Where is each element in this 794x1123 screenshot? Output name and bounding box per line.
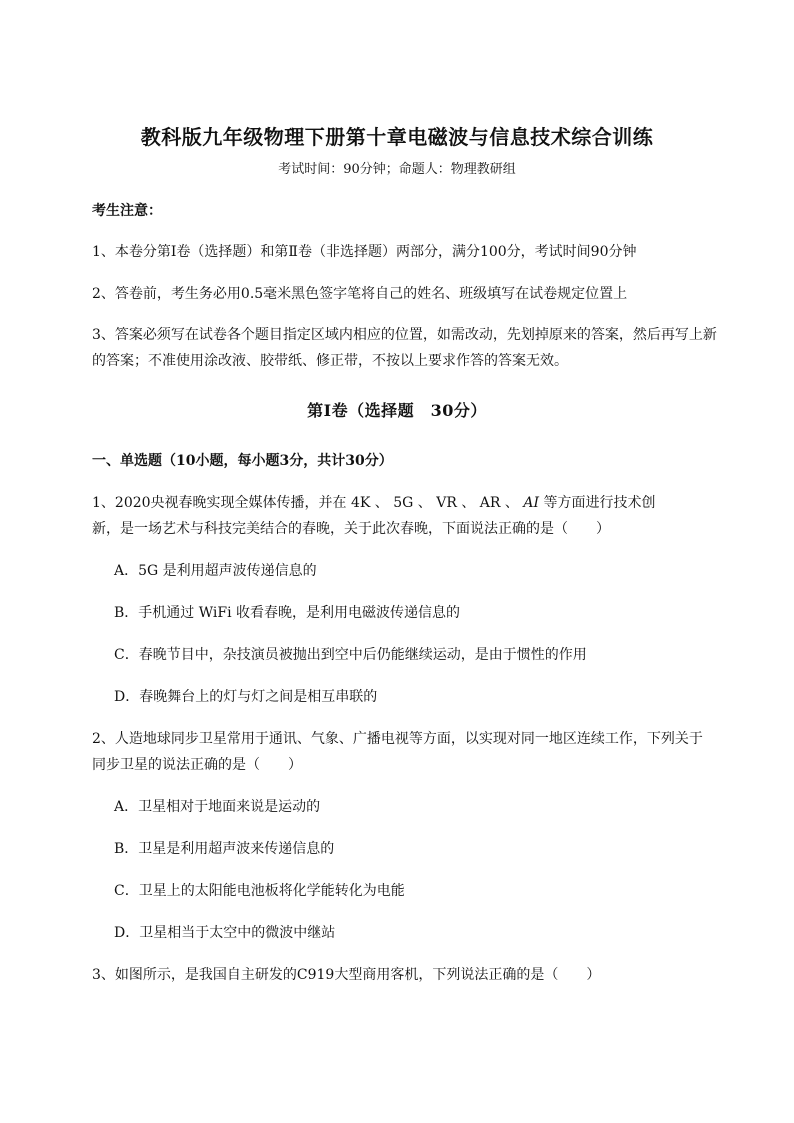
notice-item-1: 1、本卷分第I卷（选择题）和第Ⅱ卷（非选择题）两部分，满分100分，考试时间90分钟: [92, 244, 637, 260]
question-2-option-a[interactable]: A．卫星相对于地面来说是运动的: [114, 799, 321, 815]
question-3-stem-line1: 3、如图所示，是我国自主研发的C919大型商用客机，下列说法正确的是（ ）: [92, 967, 601, 983]
notice-item-2: 2、答卷前，考生务必用0.5毫米黑色签字笔将自己的姓名、班级填写在试卷规定位置上: [92, 286, 628, 302]
notice-item-3: 3、答案必须写在试卷各个题目指定区域内相应的位置，如需改动，先划掉原来的答案，然后再写上新: [92, 327, 717, 343]
question-1-option-c[interactable]: C．春晚节目中，杂技演员被抛出到空中后仍能继续运动，是由于惯性的作用: [114, 647, 587, 663]
question-1-text-pre: 1、2020央视春晚实现全媒体传播，并在 4K 、 5G 、 VR 、 AR 、: [92, 495, 524, 511]
question-1-text-post: 等方面进行技术创: [539, 495, 656, 511]
exam-title: 教科版九年级物理下册第十章电磁波与信息技术综合训练: [140, 125, 654, 149]
question-2-stem-line2: 同步卫星的说法正确的是（ ）: [92, 757, 302, 773]
question-2-option-c[interactable]: C．卫星上的太阳能电池板将化学能转化为电能: [114, 883, 405, 899]
part-heading: 一、单选题（10小题，每小题3分，共计30分）: [92, 453, 393, 469]
question-1-option-d[interactable]: D．春晚舞台上的灯与灯之间是相互串联的: [114, 689, 378, 705]
question-1-stem-line2: 新，是一场艺术与科技完美结合的春晚，关于此次春晚，下面说法正确的是（ ）: [92, 521, 610, 537]
notice-heading: 考生注意：: [92, 203, 162, 219]
question-2-option-d[interactable]: D．卫星相当于太空中的微波中继站: [114, 925, 336, 941]
question-2-stem-line1: 2、人造地球同步卫星常用于通讯、气象、广播电视等方面，以实现对同一地区连续工作，下列关于: [92, 731, 703, 747]
question-1-option-a[interactable]: A．5G 是利用超声波传递信息的: [114, 563, 317, 579]
question-1-text-ai: AI: [523, 495, 539, 511]
section-title: 第I卷（选择题 30分）: [307, 401, 487, 420]
question-1-stem-line1: [92, 490, 752, 516]
question-1-option-b[interactable]: B．手机通过 WiFi 收看春晚，是利用电磁波传递信息的: [114, 605, 460, 621]
question-2-option-b[interactable]: B．卫星是利用超声波来传递信息的: [114, 841, 335, 857]
exam-subtitle: 考试时间：90分钟；命题人：物理教研组: [278, 162, 516, 177]
notice-item-3-cont: 的答案；不准使用涂改液、胶带纸、修正带，不按以上要求作答的答案无效。: [92, 353, 568, 369]
